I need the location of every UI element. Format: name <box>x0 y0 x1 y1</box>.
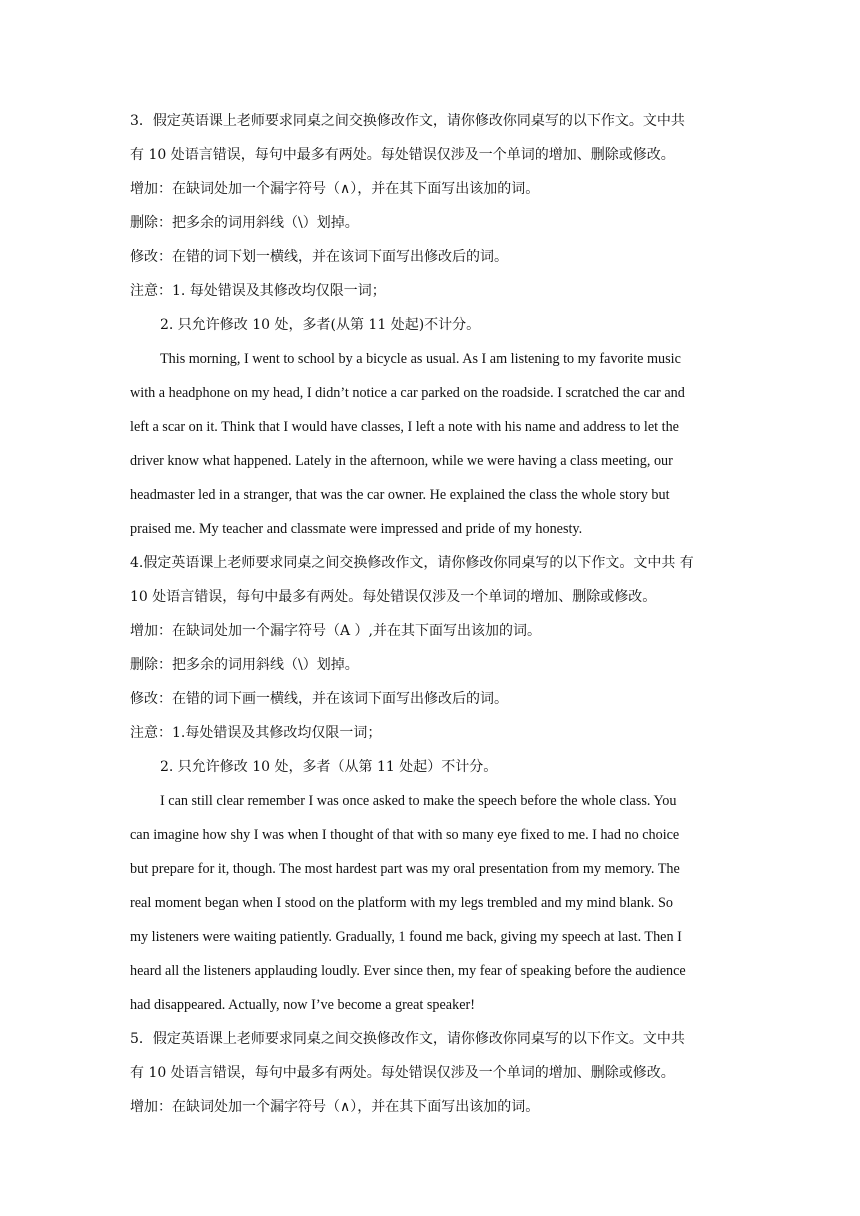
q4-rule-modify: 修改：在错的词下画一横线，并在该词下面写出修改后的词。 <box>130 691 508 707</box>
q4-passage-line-4: real moment began when I stood on the platform with my legs trembled and my mind blank. So <box>130 895 673 911</box>
q4-rule-add: 增加：在缺词处加一个漏字符号（A ）,并在其下面写出该加的词。 <box>130 623 542 639</box>
q4-passage-line-7: had disappeared. Actually, now I’ve become a great speaker! <box>130 997 475 1013</box>
q4-passage-line-1: I can still clear remember I was once asked to make the speech before the whole class. You <box>160 793 677 809</box>
q3-heading-line-1: 3．假定英语课上老师要求同桌之间交换修改作文，请你修改你同桌写的以下作文。文中共 <box>130 113 685 129</box>
q3-passage-line-5: headmaster led in a stranger, that was the car owner. He explained the class the whole story but <box>130 487 670 503</box>
q3-rule-delete: 删除：把多余的词用斜线（\）划掉。 <box>130 215 359 231</box>
q3-passage-line-1: This morning, I went to school by a bicycle as usual. As I am listening to my favorite music <box>160 351 681 367</box>
q4-heading-line-1: 4.假定英语课上老师要求同桌之间交换修改作文，请你修改你同桌写的以下作文。文中共 有 <box>130 555 694 571</box>
q3-passage-line-2: with a headphone on my head, I didn’t notice a car parked on the roadside. I scratched the car and <box>130 385 685 401</box>
q3-note-1: 注意：1. 每处错误及其修改均仅限一词； <box>130 283 386 299</box>
q5-rule-add: 增加：在缺词处加一个漏字符号（∧），并在其下面写出该加的词。 <box>130 1099 540 1115</box>
q3-heading-line-2: 有 10 处语言错误，每句中最多有两处。每处错误仅涉及一个单词的增加、删除或修改。 <box>130 147 675 163</box>
q3-note-2: 2. 只允许修改 10 处，多者(从第 11 处起)不计分。 <box>160 317 481 333</box>
q4-passage-line-6: heard all the listeners applauding loudly. Ever since then, my fear of speaking before the audience <box>130 963 686 979</box>
q5-heading-line-2: 有 10 处语言错误，每句中最多有两处。每处错误仅涉及一个单词的增加、删除或修改。 <box>130 1065 675 1081</box>
q3-rule-modify: 修改：在错的词下划一横线，并在该词下面写出修改后的词。 <box>130 249 508 265</box>
q3-rule-add: 增加：在缺词处加一个漏字符号（∧），并在其下面写出该加的词。 <box>130 181 540 197</box>
q4-note-2: 2. 只允许修改 10 处，多者（从第 11 处起）不计分。 <box>160 759 498 775</box>
q3-passage-line-4: driver know what happened. Lately in the afternoon, while we were having a class meeting, our <box>130 453 673 469</box>
q4-passage-line-3: but prepare for it, though. The most hardest part was my oral presentation from my memory. The <box>130 861 680 877</box>
q4-rule-delete: 删除：把多余的词用斜线（\）划掉。 <box>130 657 359 673</box>
q5-heading-line-1: 5．假定英语课上老师要求同桌之间交换修改作文，请你修改你同桌写的以下作文。文中共 <box>130 1031 685 1047</box>
q4-passage-line-2: can imagine how shy I was when I thought of that with so many eye fixed to me. I had no choice <box>130 827 680 843</box>
q3-passage-line-3: left a scar on it. Think that I would have classes, I left a note with his name and address to let the <box>130 419 679 435</box>
q3-passage-line-6: praised me. My teacher and classmate were impressed and pride of my honesty. <box>130 521 583 537</box>
q4-passage-line-5: my listeners were waiting patiently. Gradually, 1 found me back, giving my speech at last. Then I <box>130 929 682 945</box>
q4-note-1: 注意：1.每处错误及其修改均仅限一词； <box>130 725 382 741</box>
q4-heading-line-2: 10 处语言错误，每句中最多有两处。每处错误仅涉及一个单词的增加、删除或修改。 <box>130 589 657 605</box>
